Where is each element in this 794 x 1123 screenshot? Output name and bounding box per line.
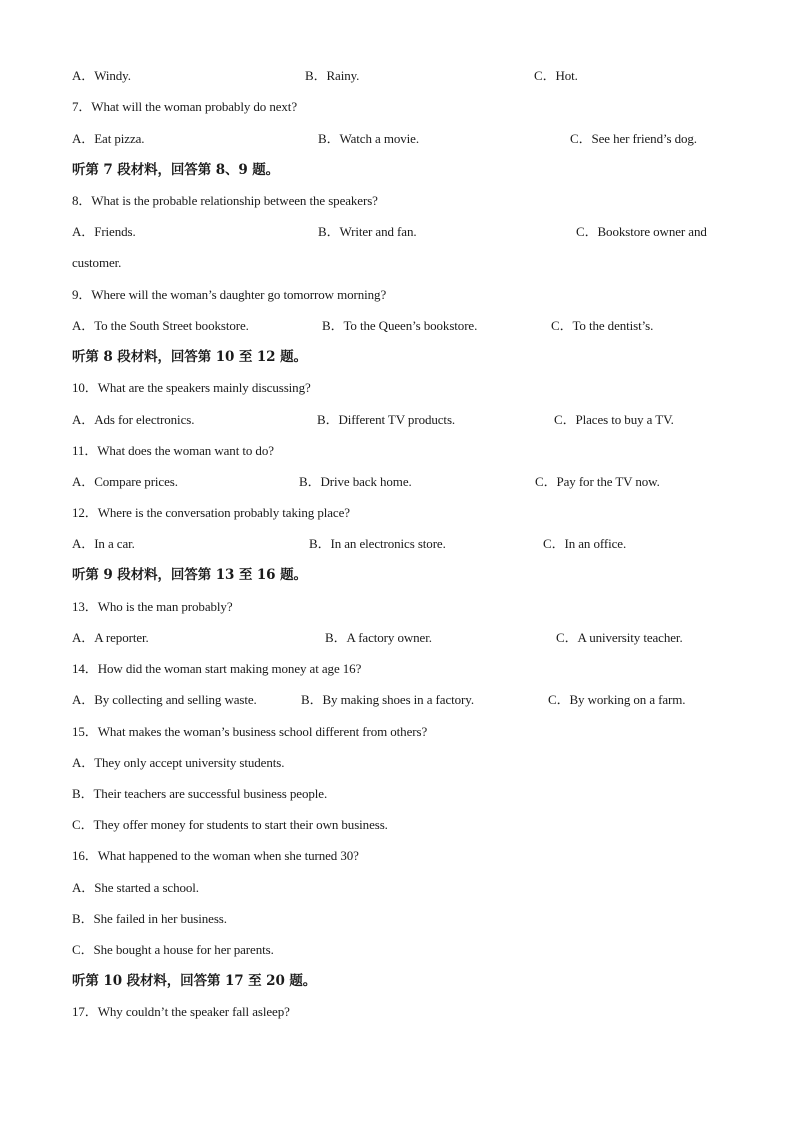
q7-option-b: B．Watch a movie. [318,131,419,146]
q14-option-b: B．By making shoes in a factory. [301,692,474,707]
q9-question: 9．Where will the woman’s daughter go tomorrow morning? [72,287,387,302]
q16-option-b: B．She failed in her business. [72,911,227,926]
q12-option-a: A．In a car. [72,536,135,551]
q6-option-c: C．Hot. [534,68,578,83]
q8-option-b: B．Writer and fan. [318,224,417,239]
q17-question: 17．Why couldn’t the speaker fall asleep? [72,1004,290,1019]
q10-option-c: C．Places to buy a TV. [554,412,674,427]
q10-option-a: A．Ads for electronics. [72,412,195,427]
q12-option-c: C．In an office. [543,536,627,551]
q8-option-c: C．Bookstore owner and [576,224,707,239]
q12-option-b: B．In an electronics store. [309,536,446,551]
section-heading-10: 听第 10 段材料，回答第 17 至 20 题。 [72,973,317,989]
q15-option-c: C．They offer money for students to start their own business. [72,817,388,832]
q13-option-b: B．A factory owner. [325,630,432,645]
q16-question: 16．What happened to the woman when she turned 30? [72,848,359,863]
q8-option-c-continued: customer. [72,255,122,270]
q14-question: 14．How did the woman start making money at age 16? [72,661,362,676]
q14-option-c: C．By working on a farm. [548,692,686,707]
q7-question: 7．What will the woman probably do next? [72,99,297,114]
section-heading-9: 听第 9 段材料，回答第 13 至 16 题。 [72,567,307,583]
q7-option-a: A．Eat pizza. [72,131,145,146]
q15-question: 15．What makes the woman’s business school different from others? [72,724,428,739]
q13-option-c: C．A university teacher. [556,630,683,645]
q10-option-b: B．Different TV products. [317,412,456,427]
q15-option-b: B．Their teachers are successful business people. [72,786,328,801]
q8-question: 8．What is the probable relationship between the speakers? [72,193,378,208]
q11-option-a: A．Compare prices. [72,474,178,489]
section-heading-8: 听第 8 段材料，回答第 10 至 12 题。 [72,349,307,365]
q7-option-c: C．See her friend’s dog. [570,131,697,146]
q16-option-c: C．She bought a house for her parents. [72,942,274,957]
q11-option-c: C．Pay for the TV now. [535,474,660,489]
q8-option-a: A．Friends. [72,224,136,239]
q6-option-b: B．Rainy. [305,68,360,83]
q6-option-a: A．Windy. [72,68,131,83]
q10-question: 10．What are the speakers mainly discussing? [72,380,311,395]
q15-option-a: A．They only accept university students. [72,755,285,770]
q16-option-a: A．She started a school. [72,880,199,895]
q11-question: 11．What does the woman want to do? [72,443,274,458]
q11-option-b: B．Drive back home. [299,474,412,489]
q9-option-c: C．To the dentist’s. [551,318,654,333]
section-heading-7: 听第 7 段材料，回答第 8、9 题。 [72,162,280,178]
q9-option-a: A．To the South Street bookstore. [72,318,249,333]
q14-option-a: A．By collecting and selling waste. [72,692,257,707]
q9-option-b: B．To the Queen’s bookstore. [322,318,478,333]
q13-option-a: A．A reporter. [72,630,149,645]
q13-question: 13．Who is the man probably? [72,599,233,614]
q12-question: 12．Where is the conversation probably taking place? [72,505,350,520]
